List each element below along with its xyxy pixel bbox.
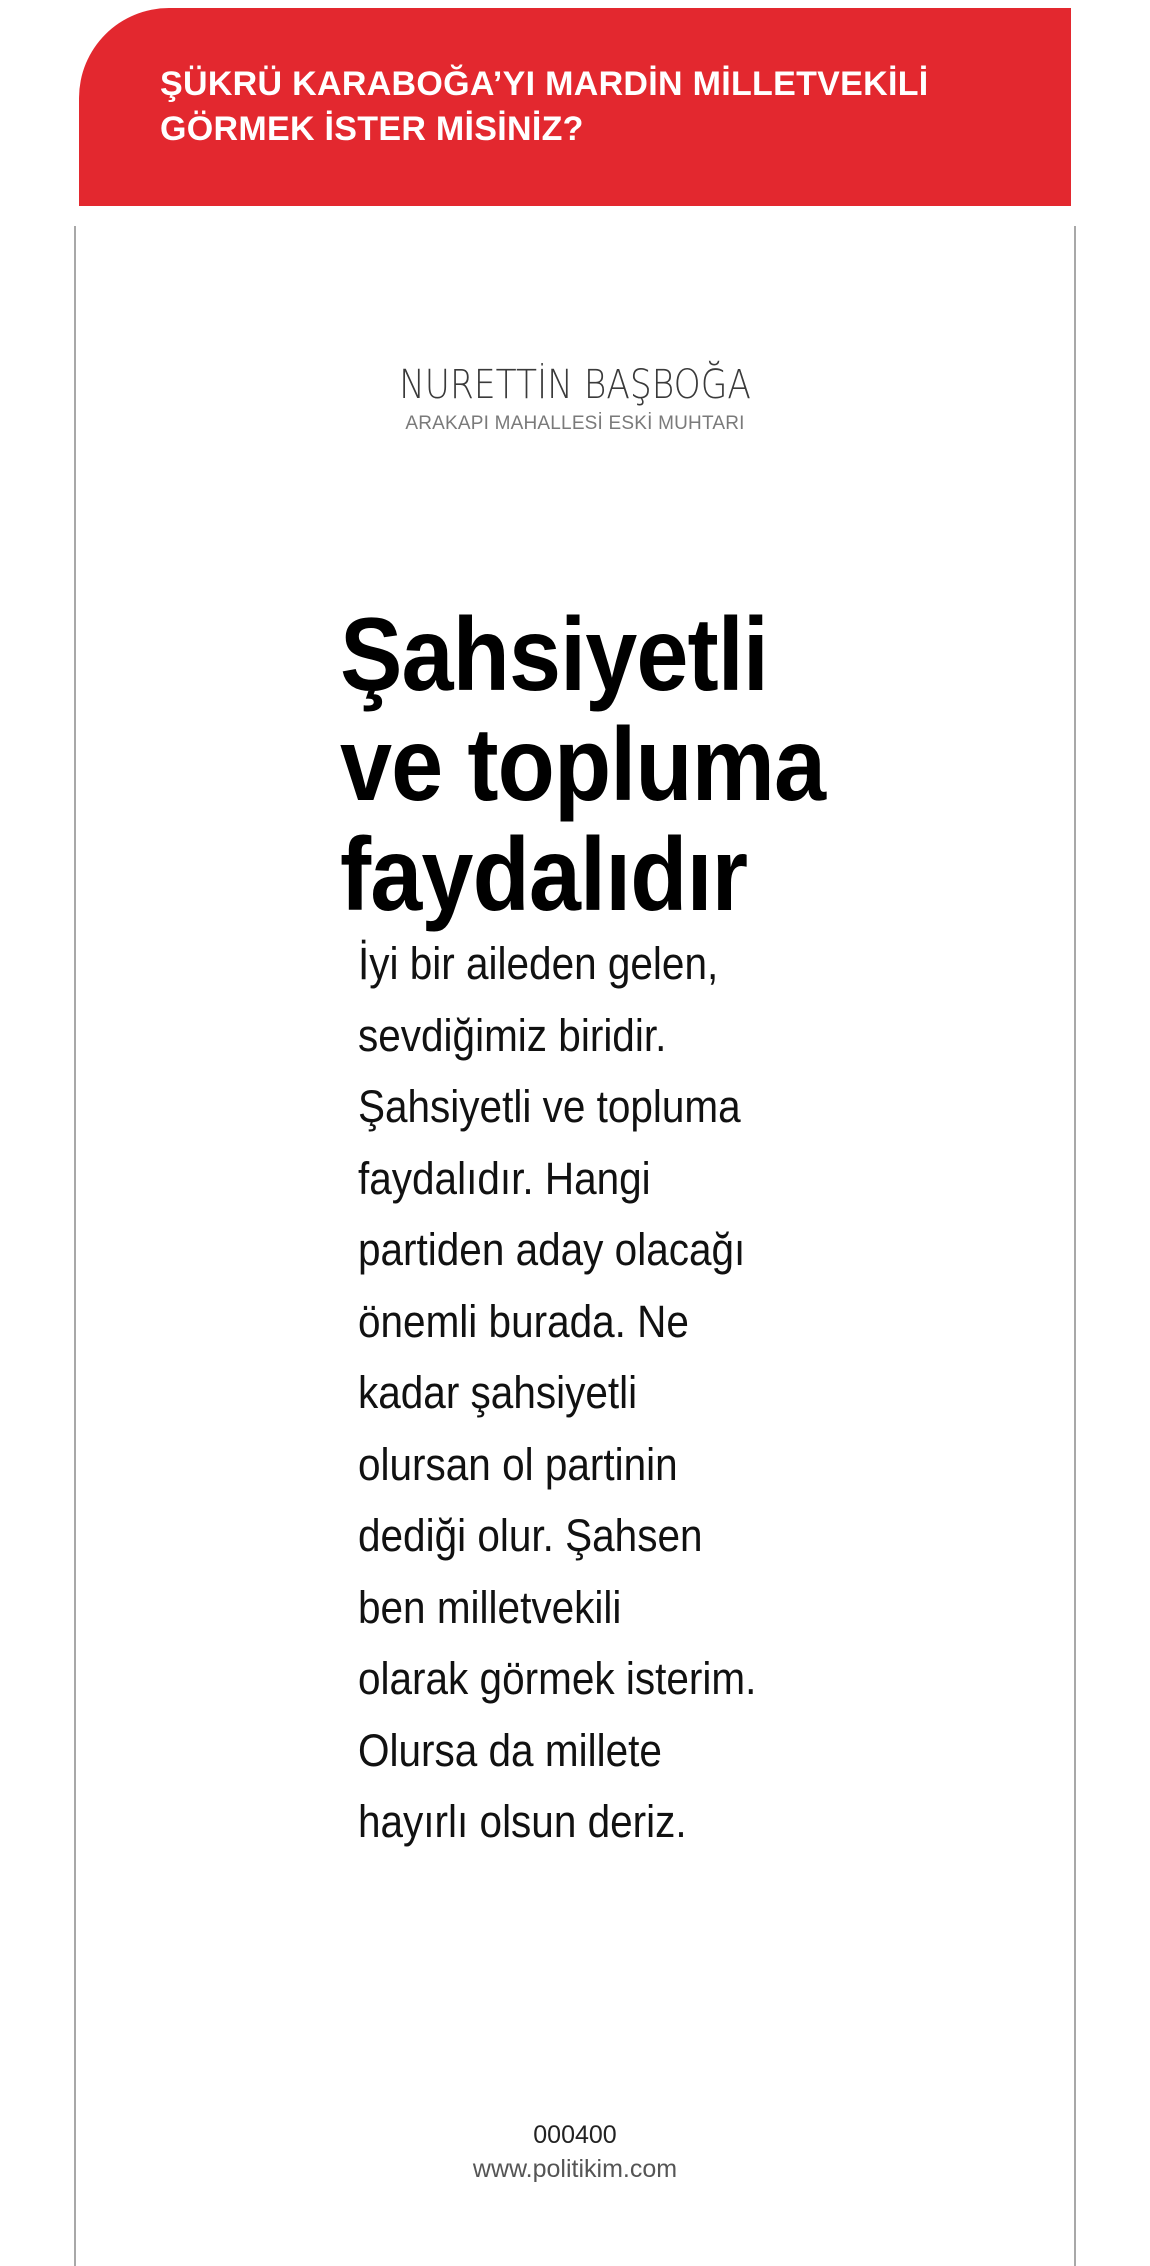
body-line-5: partiden aday olacağı [358, 1224, 746, 1275]
body-line-9: dediği olur. Şahsen [358, 1510, 703, 1561]
body-line-2: sevdiğimiz biridir. [358, 1009, 667, 1061]
body-line-3: Şahsiyetli ve topluma [358, 1081, 741, 1132]
body-line-8: olursan ol partinin [358, 1438, 678, 1490]
body-line-4: faydalıdır. Hangi [358, 1152, 651, 1204]
banner-question-line-2: GÖRMEK İSTER MİSİNİZ? [160, 110, 584, 148]
headline-line-2: ve topluma [340, 707, 826, 823]
body-line-7: kadar şahsiyetli [358, 1367, 638, 1418]
author-role: ARAKAPI MAHALLESİ ESKİ MUHTARI [405, 413, 745, 434]
headline [340, 597, 826, 933]
headline-line-1: Şahsiyetli [340, 597, 769, 713]
answer-body [358, 928, 756, 1858]
headline-line-3: faydalıdır [340, 817, 748, 933]
author-block [0, 361, 1150, 436]
body-line-13: hayırlı olsun deriz. [358, 1796, 687, 1847]
footer [0, 2118, 1150, 2186]
body-line-11: olarak görmek isterim. [358, 1653, 757, 1704]
body-line-12: Olursa da millete [358, 1724, 662, 1776]
footer-site-link[interactable]: www.politikim.com [472, 2155, 678, 2183]
question-banner [79, 8, 1071, 206]
body-line-1: İyi bir aileden gelen, [358, 938, 719, 989]
banner-question-line-1: ŞÜKRÜ KARABOĞA’YI MARDİN MİLLETVEKİLİ [160, 65, 929, 103]
footer-code: 000400 [533, 2121, 617, 2149]
body-line-6: önemli burada. Ne [358, 1295, 689, 1347]
body-line-10: ben milletvekili [358, 1581, 622, 1633]
author-name: NURETTİN BAŞBOĞA [399, 362, 751, 408]
